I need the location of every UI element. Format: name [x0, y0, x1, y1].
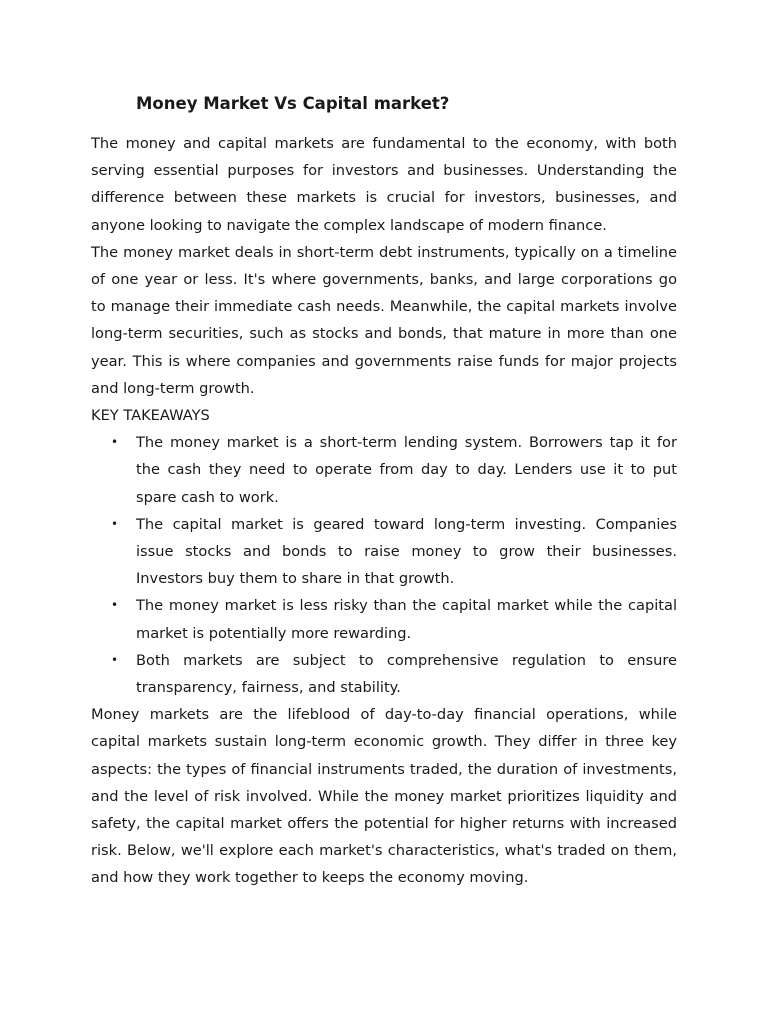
key-takeaways-list [91, 429, 677, 701]
list-item [91, 647, 677, 701]
key-takeaways-heading: KEY TAKEAWAYS [91, 407, 210, 425]
bullet-icon: • [111, 652, 119, 667]
takeaway-text: The money market is less risky than the capital market while the capital market is potentially more rewarding. [136, 597, 677, 642]
bullet-icon: • [111, 598, 119, 613]
list-item [91, 511, 677, 593]
takeaway-text: Both markets are subject to comprehensive regulation to ensure transparency, fairness, and stability. [136, 651, 677, 697]
document-page [91, 90, 677, 892]
bullet-icon: • [111, 516, 119, 531]
money-market-paragraph: The money market deals in short-term debt instruments, typically on a timeline of one year or less. It's where governments, banks, and large corporations go to manage their immediate cash needs. Meanwhile, the capital markets involve long-term securities, such as stocks and bonds, that mature in more than one year. This is where companies and governments raise funds for major projects and long-term growth. [91, 243, 677, 397]
list-item [91, 592, 677, 646]
takeaway-text: The money market is a short-term lending system. Borrowers tap it for the cash they need to operate from day to day. Lenders use it to put spare cash to work. [136, 434, 677, 506]
document-title: Money Market Vs Capital market? [136, 94, 450, 113]
intro-paragraph: The money and capital markets are fundamental to the economy, with both serving essential purposes for investors and businesses. Understanding the difference between these markets is crucial for investors, businesses, and anyone looking to navigate the complex landscape of modern finance. [91, 135, 677, 234]
closing-paragraph: Money markets are the lifeblood of day-to-day financial operations, while capital markets sustain long-term economic growth. They differ in three key aspects: the types of financial instruments traded, the duration of investments, and the level of risk involved. While the money market prioritizes liquidity and safety, the capital market offers the potential for higher returns with increased risk. Below, we'll explore each market's characteristics, what's traded on them, and how they work together to keeps the economy moving. [91, 706, 677, 887]
list-item [91, 429, 677, 511]
takeaway-text: The capital market is geared toward long-term investing. Companies issue stocks and bonds to raise money to grow their businesses. Investors buy them to share in that growth. [136, 515, 677, 588]
bullet-icon: • [111, 435, 119, 450]
